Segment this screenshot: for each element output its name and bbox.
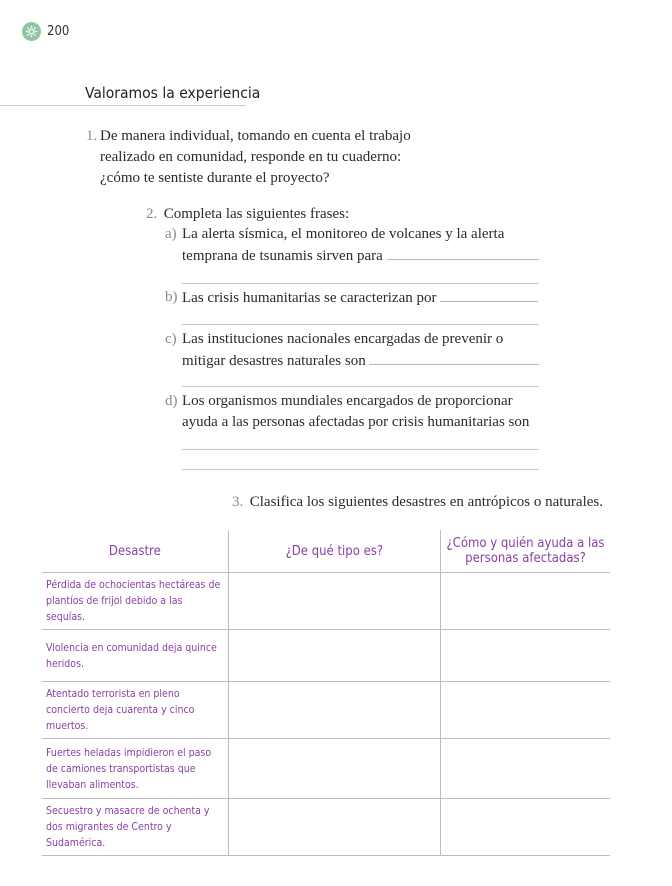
answer-line[interactable]: [182, 283, 539, 284]
answer-line[interactable]: [182, 469, 539, 470]
question-3-number: 3.: [232, 494, 244, 510]
help-answer-cell[interactable]: [440, 630, 610, 682]
help-answer-cell[interactable]: [440, 573, 610, 630]
question-3-text: Clasifica los siguientes desastres en antrópicos o naturales.: [249, 494, 603, 510]
answer-line[interactable]: [182, 386, 539, 387]
item-d: [165, 391, 545, 433]
item-line: Los organismos mundiales encargados de proporcionar: [182, 393, 513, 409]
answer-line[interactable]: [182, 324, 539, 325]
answer-blank[interactable]: [387, 245, 539, 260]
answer-blank[interactable]: [369, 350, 539, 365]
question-2-number: 2.: [146, 206, 158, 222]
question-1-number: 1.: [86, 128, 98, 144]
item-b: [165, 287, 545, 309]
question-2: [146, 204, 349, 225]
item-a: [165, 224, 545, 267]
table-row: [42, 630, 610, 682]
help-answer-cell[interactable]: [440, 799, 610, 856]
question-1-line: ¿cómo te sentiste durante el proyecto?: [100, 170, 330, 186]
answer-blank[interactable]: [440, 287, 538, 302]
type-answer-cell[interactable]: [228, 739, 440, 799]
item-letter: a): [165, 226, 177, 242]
type-answer-cell[interactable]: [228, 682, 440, 739]
section-title: Valoramos la experiencia: [85, 84, 261, 102]
disaster-cell: Fuertes heladas impidieron el paso de camiones transportistas que llevaban alimentos.: [42, 739, 228, 799]
question-1-line: De manera individual, tomando en cuenta el trabajo: [100, 128, 411, 144]
question-1: [86, 126, 446, 189]
disaster-cell: Pérdida de ochocientas hectáreas de plantíos de frijol debido a las sequías.: [42, 573, 228, 630]
item-letter: c): [165, 331, 177, 347]
answer-line[interactable]: [182, 449, 539, 450]
question-3: [232, 492, 603, 513]
item-line: ayuda a las personas afectadas por crisis humanitarias son: [182, 414, 530, 430]
item-letter: d): [165, 393, 178, 409]
type-answer-cell[interactable]: [228, 630, 440, 682]
table-row: [42, 573, 610, 630]
disaster-cell: Atentado terrorista en pleno concierto deja cuarenta y cinco muertos.: [42, 682, 228, 739]
column-header-disaster: Desastre: [42, 530, 228, 573]
table-row: [42, 682, 610, 739]
item-c: [165, 329, 545, 372]
item-line: temprana de tsunamis sirven para: [182, 248, 383, 264]
help-answer-cell[interactable]: [440, 682, 610, 739]
help-answer-cell[interactable]: [440, 739, 610, 799]
page-number-text: 200: [47, 24, 70, 39]
disaster-cell: Violencia en comunidad deja quince heridos.: [42, 630, 228, 682]
disaster-table: [42, 530, 610, 856]
table-row: [42, 799, 610, 856]
gear-icon: [22, 22, 41, 41]
page-number: [22, 22, 69, 41]
item-line: mitigar desastres naturales son: [182, 353, 366, 369]
title-divider: [0, 105, 246, 106]
question-1-line: realizado en comunidad, responde en tu cuaderno:: [100, 149, 402, 165]
item-letter: b): [165, 289, 178, 305]
type-answer-cell[interactable]: [228, 573, 440, 630]
disaster-cell: Secuestro y masacre de ochenta y dos migrantes de Centro y Sudamérica.: [42, 799, 228, 856]
item-line: Las crisis humanitarias se caracterizan por: [182, 290, 437, 306]
column-header-type: ¿De qué tipo es?: [228, 530, 440, 573]
question-2-text: Completa las siguientes frases:: [163, 206, 350, 222]
column-header-help: ¿Cómo y quién ayuda a las personas afectadas?: [440, 530, 610, 573]
table-header-row: [42, 530, 610, 573]
type-answer-cell[interactable]: [228, 799, 440, 856]
item-line: La alerta sísmica, el monitoreo de volcanes y la alerta: [182, 226, 505, 242]
item-line: Las instituciones nacionales encargadas de prevenir o: [182, 331, 504, 347]
table-row: [42, 739, 610, 799]
